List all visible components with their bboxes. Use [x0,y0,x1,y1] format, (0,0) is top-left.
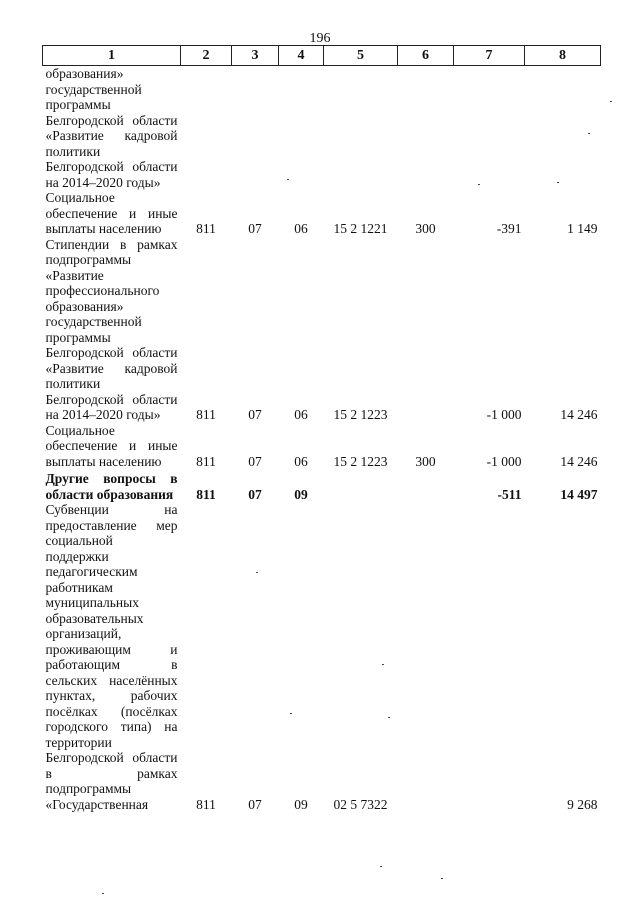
page-number: 196 [309,31,331,46]
table-row [43,237,601,423]
cell-5: 02 5 7322 [333,796,388,812]
table-row [43,423,601,470]
column-header-7: 7 [454,46,525,66]
table-header-row [43,46,601,66]
row-name: образования» государственной программы Белгородской области «Развитие кадровой политики Белгородской области на 2014–2020 годы» [45,66,178,190]
row-name: Социальное обеспечение и иные выплаты населению [45,422,178,469]
cell-5: 15 2 1223 [333,453,388,469]
cell-5 [324,66,398,191]
cell-3: 07 [248,221,262,236]
cell-6: 300 [415,453,436,469]
cell-2: 811 [196,486,216,502]
cell-2: 811 [196,407,216,422]
cell-7: -1 000 [486,453,522,469]
row-name: Субвенции на предоставление мер социальной поддержки педагогическим работникам муниципальных образовательных организаций, проживающим и работающим в сельских населённых пунктах, рабочих посёлках (посёлках городского типа) на территории Белгородской области в рамках подпрограммы «Государственная [45,502,178,812]
budget-table [42,45,601,812]
cell-2 [181,66,232,191]
row-name: Стипендии в рамках подпрограммы «Развитие профессионального образования» государственной программы Белгородской области «Развитие кадровой политики Белгородской области на 2014–2020 годы» [45,236,178,422]
table-row [43,66,601,191]
cell-7 [454,502,525,812]
table-row [43,502,601,812]
cell-4: 09 [294,486,308,502]
cell-3: 07 [248,796,262,812]
column-header-8: 8 [525,46,601,66]
column-header-3: 3 [232,46,279,66]
cell-8: 14 246 [560,453,598,469]
cell-6 [398,237,454,423]
row-name: Социальное обеспечение и иные выплаты населению [45,190,178,236]
table-row [43,190,601,237]
cell-3: 07 [248,453,262,469]
cell-8 [525,66,601,191]
column-header-1: 1 [43,46,181,66]
column-header-5: 5 [324,46,398,66]
cell-4: 09 [294,796,308,812]
column-header-6: 6 [398,46,454,66]
table-row [43,469,601,502]
cell-2: 811 [196,221,216,236]
cell-5: 15 2 1221 [333,221,388,236]
cell-6: 300 [415,221,436,236]
cell-2: 811 [196,796,216,812]
cell-8: 1 149 [567,221,598,236]
cell-4: 06 [294,221,308,236]
cell-6 [398,66,454,191]
cell-2: 811 [196,453,216,469]
cell-4: 06 [294,453,308,469]
cell-7: -391 [496,221,522,236]
cell-8: 14 246 [560,407,598,422]
cell-4: 06 [294,407,308,422]
cell-5: 15 2 1223 [333,407,388,422]
cell-5 [324,469,398,502]
cell-3 [232,66,279,191]
row-name: Другие вопросы в области образования [45,471,178,502]
cell-3: 07 [248,407,262,422]
cell-8: 9 268 [567,796,598,812]
cell-8: 14 497 [560,486,598,502]
column-header-4: 4 [279,46,324,66]
cell-6 [398,469,454,502]
cell-3: 07 [248,486,262,502]
cell-7 [454,66,525,191]
column-header-2: 2 [181,46,232,66]
cell-7: -511 [497,486,522,502]
cell-6 [398,502,454,812]
cell-7: -1 000 [486,407,522,422]
cell-4 [279,66,324,191]
